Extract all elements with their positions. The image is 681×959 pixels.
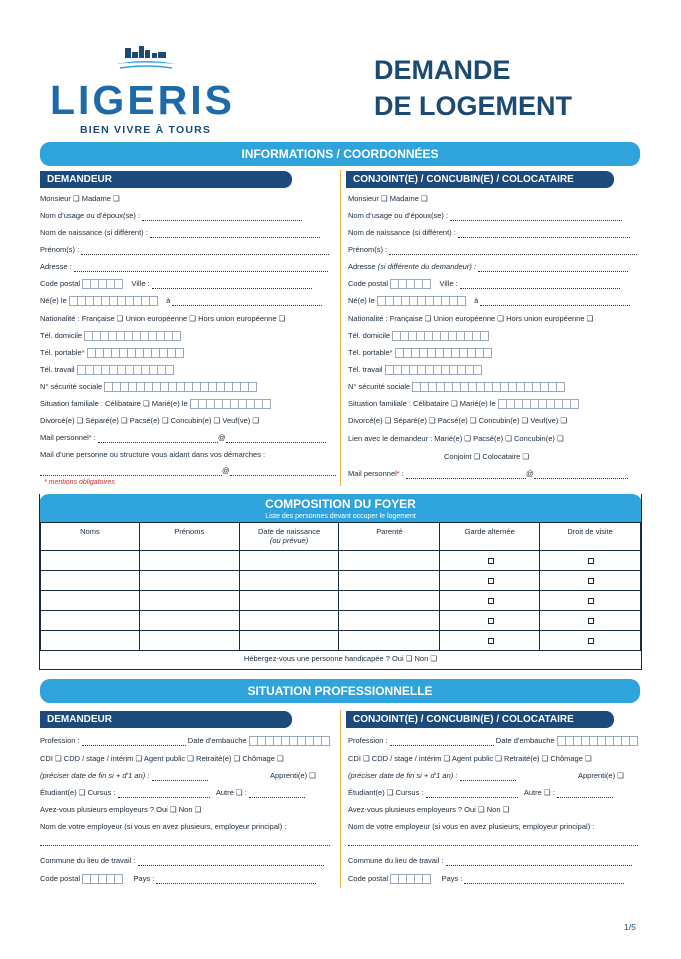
employeur-line[interactable] (40, 845, 330, 846)
conjoint-tel-portable-field[interactable]: Tél. portable* (348, 348, 492, 358)
employeur-field[interactable]: Nom de votre employeur (si vous en avez plusieurs, employeur principal) : (40, 822, 287, 831)
conjoint-adresse-field[interactable]: Adresse (si différente du demandeur) : (348, 262, 628, 272)
plusieurs-employeurs-field[interactable]: Avez-vous plusieurs employeurs ? Oui ❑ Non ❑ (40, 805, 202, 814)
mentions-obligatoires: * mentions obligatoires (44, 479, 115, 486)
tel-domicile-field[interactable]: Tél. domicile (40, 331, 181, 341)
conjoint-situation-familiale-2-field[interactable]: Divorcé(e) ❑ Séparé(e) ❑ Pacsé(e) ❑ Concubin(e) ❑ Veuf(ve) ❑ (348, 416, 568, 425)
preciser-field[interactable]: (préciser date de fin si + d’1 an) : (40, 771, 208, 781)
conjoint-preciser-field[interactable]: (préciser date de fin si + d’1 an) : (348, 771, 516, 781)
checkbox-icon[interactable] (588, 598, 594, 604)
prenoms-field[interactable]: Prénom(s) : (40, 245, 329, 255)
checkbox-icon[interactable] (588, 558, 594, 564)
col-prenoms: Prénoms (139, 523, 239, 551)
checkbox-icon[interactable] (588, 618, 594, 624)
secu-field[interactable]: N° sécurité sociale (40, 382, 257, 392)
nationalite-field[interactable]: Nationalité : Française ❑ Union européenne ❑ Hors union européenne ❑ (40, 314, 286, 323)
mail-field[interactable]: Mail personnel* : @ (40, 433, 326, 443)
conjoint-code-postal-field[interactable]: Code postal Ville : (348, 279, 620, 289)
conjoint-lien-field[interactable]: Lien avec le demandeur : Marié(e) ❑ Pacsé(e) ❑ Concubin(e) ❑ (348, 434, 564, 443)
contrat-field[interactable]: CDI ❑ CDD / stage / intérim ❑ Agent public ❑ Retraité(e) ❑ Chômage ❑ (40, 754, 284, 763)
foyer-table (40, 522, 641, 651)
checkbox-icon[interactable] (588, 638, 594, 644)
brand-tagline: BIEN VIVRE À TOURS (80, 124, 212, 136)
col-noms: Noms (41, 523, 140, 551)
col-droit-visite: Droit de visite (540, 523, 641, 551)
col-garde-alternee: Garde alternée (440, 523, 540, 551)
conjoint-employeur-field[interactable]: Nom de votre employeur (si vous en avez plusieurs, employeur principal) : (348, 822, 595, 831)
profession-field[interactable]: Profession : Date d’embauche (40, 736, 330, 746)
adresse-field[interactable]: Adresse : (40, 262, 328, 272)
mail-aide-field[interactable]: Mail d’une personne ou structure vous aidant dans vos démarches : (40, 450, 266, 459)
conjoint-civ-field[interactable]: Monsieur ❑ Madame ❑ (348, 194, 428, 203)
conjoint-naissance-field[interactable]: Né(e) le à (348, 296, 630, 306)
conjoint-profession-field[interactable]: Profession : Date d’embauche (348, 736, 638, 746)
table-row (41, 631, 641, 651)
etudiant-field[interactable]: Étudiant(e) ❑ Cursus : Autre ❑ : (40, 788, 305, 798)
conjoint-nom-naissance-field[interactable]: Nom de naissance (si différent) : (348, 228, 630, 238)
checkbox-icon[interactable] (488, 578, 494, 584)
pro-conjoint-label: CONJOINT(E) / CONCUBIN(E) / COLOCATAIRE (346, 711, 614, 728)
conjoint-mail-field[interactable]: Mail personnel* : @ (348, 469, 628, 479)
column-divider-2 (340, 710, 341, 888)
section-info-bar: INFORMATIONS / COORDONNÉES (40, 142, 640, 166)
civ-field[interactable]: Monsieur ❑ Madame ❑ (40, 194, 120, 203)
checkbox-icon[interactable] (488, 638, 494, 644)
pro-demandeur-label: DEMANDEUR (40, 711, 292, 728)
conjoint-tel-domicile-field[interactable]: Tél. domicile (348, 331, 489, 341)
conjoint-contrat-field[interactable]: CDI ❑ CDD / stage / intérim ❑ Agent public ❑ Retraité(e) ❑ Chômage ❑ (348, 754, 592, 763)
nom-usage-field[interactable]: Nom d’usage ou d’époux(se) : (40, 211, 302, 221)
conjoint-nom-usage-field[interactable]: Nom d’usage ou d’époux(se) : (348, 211, 622, 221)
checkbox-icon[interactable] (588, 578, 594, 584)
table-row (41, 591, 641, 611)
brand-name: LIGERIS (50, 77, 236, 123)
conjoint-label: CONJOINT(E) / CONCUBIN(E) / COLOCATAIRE (346, 171, 614, 188)
apprenti-field[interactable]: Apprenti(e) ❑ (270, 771, 316, 780)
conjoint-nationalite-field[interactable]: Nationalité : Française ❑ Union européenne ❑ Hors union européenne ❑ (348, 314, 594, 323)
ligeris-logo-icon (116, 44, 176, 72)
col-parente: Parenté (339, 523, 440, 551)
tel-portable-field[interactable]: Tél. portable* (40, 348, 184, 358)
conjoint-commune-field[interactable]: Commune du lieu de travail : (348, 856, 632, 866)
conjoint-plusieurs-employeurs-field[interactable]: Avez-vous plusieurs employeurs ? Oui ❑ Non ❑ (348, 805, 510, 814)
nom-naissance-field[interactable]: Nom de naissance (si différent) : (40, 228, 320, 238)
page-number: 1/5 (624, 922, 636, 932)
conjoint-employeur-line[interactable] (348, 845, 638, 846)
conjoint-lien-2-field[interactable]: Conjoint ❑ Colocataire ❑ (444, 452, 530, 461)
conjoint-pro-code-postal-field[interactable]: Code postal Pays : (348, 874, 624, 884)
table-row (41, 551, 641, 571)
column-divider (340, 170, 341, 486)
situation-familiale-field[interactable]: Situation familiale : Célibataire ❑ Marié(e) le (40, 399, 271, 409)
pro-code-postal-field[interactable]: Code postal Pays : (40, 874, 316, 884)
conjoint-situation-familiale-field[interactable]: Situation familiale : Célibataire ❑ Marié(e) le (348, 399, 579, 409)
handicap-question[interactable]: Hébergez-vous une personne handicapée ? Oui ❑ Non ❑ (243, 654, 438, 663)
checkbox-icon[interactable] (488, 558, 494, 564)
checkbox-icon[interactable] (488, 598, 494, 604)
table-row (41, 611, 641, 631)
demandeur-label: DEMANDEUR (40, 171, 292, 188)
section-pro-bar: SITUATION PROFESSIONNELLE (40, 679, 640, 703)
section-foyer-bar: COMPOSITION DU FOYER Liste des personnes devant occuper le logement (39, 494, 642, 522)
conjoint-tel-travail-field[interactable]: Tél. travail (348, 365, 482, 375)
mail-aide-value[interactable]: @ (40, 466, 336, 476)
naissance-field[interactable]: Né(e) le à (40, 296, 322, 306)
conjoint-secu-field[interactable]: N° sécurité sociale (348, 382, 565, 392)
conjoint-prenoms-field[interactable]: Prénom(s) : (348, 245, 637, 255)
document-title: DEMANDE DE LOGEMENT (374, 55, 573, 121)
code-postal-field[interactable]: Code postal Ville : (40, 279, 312, 289)
checkbox-icon[interactable] (488, 618, 494, 624)
table-row (41, 571, 641, 591)
col-date-naissance: Date de naissance (ou prévue) (239, 523, 339, 551)
tel-travail-field[interactable]: Tél. travail (40, 365, 174, 375)
commune-field[interactable]: Commune du lieu de travail : (40, 856, 324, 866)
conjoint-apprenti-field[interactable]: Apprenti(e) ❑ (578, 771, 624, 780)
conjoint-etudiant-field[interactable]: Étudiant(e) ❑ Cursus : Autre ❑ : (348, 788, 613, 798)
situation-familiale-2-field[interactable]: Divorcé(e) ❑ Séparé(e) ❑ Pacsé(e) ❑ Concubin(e) ❑ Veuf(ve) ❑ (40, 416, 260, 425)
